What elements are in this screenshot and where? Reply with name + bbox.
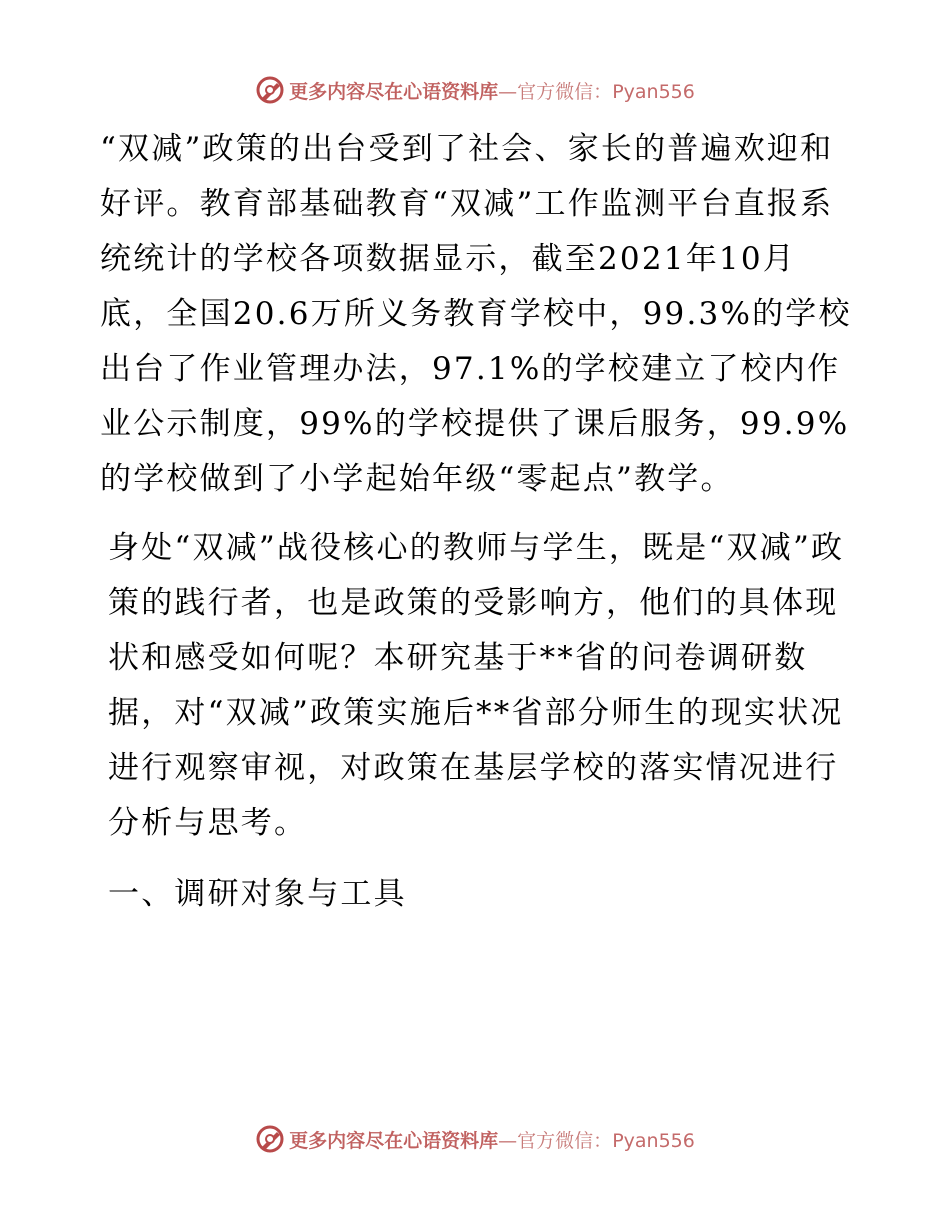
header-banner [0,73,950,107]
brand-logo-icon [255,1124,285,1154]
banner-separator: — [498,1129,518,1152]
footer-banner [0,1122,950,1156]
body-paragraph-2: 身处“双减”战役核心的教师与学生，既是“双减”政策的践行者，也是政策的受影响方，他们的具体现状和感受如何呢？本研究基于**省的问卷调研数据，对“双减”政策实施后**省部分师生的现实状况进行观察审视，对政策在基层学校的落实情况进行分析与思考。 [108,530,845,841]
banner-main-text: 更多内容尽在心语资料库 [289,80,499,103]
banner-wechat-label: 官方微信： [517,1129,613,1152]
banner-wechat-id: Pyan556 [612,1129,695,1152]
header-banner-text [289,77,695,104]
body-paragraph-1: “双减”政策的出台受到了社会、家长的普遍欢迎和好评。教育部基础教育“双减”工作监测平台直报系统统计的学校各项数据显示，截至2021年10月底，全国20.6万所义务教育学校中，99.3%的学校出台了作业管理办法，97.1%的学校建立了校内作业公示制度，99%的学校提供了课后服务，99.9%的学校做到了小学起始年级“零起点”教学。 [100,131,852,497]
section-heading: 一、调研对象与工具 [108,876,407,912]
banner-wechat-id: Pyan556 [612,80,695,103]
banner-wechat-label: 官方微信： [517,80,613,103]
brand-logo-icon [255,75,285,105]
banner-separator: — [498,80,518,103]
document-body [100,122,860,922]
banner-main-text: 更多内容尽在心语资料库 [289,1129,499,1152]
footer-banner-text [289,1126,695,1153]
